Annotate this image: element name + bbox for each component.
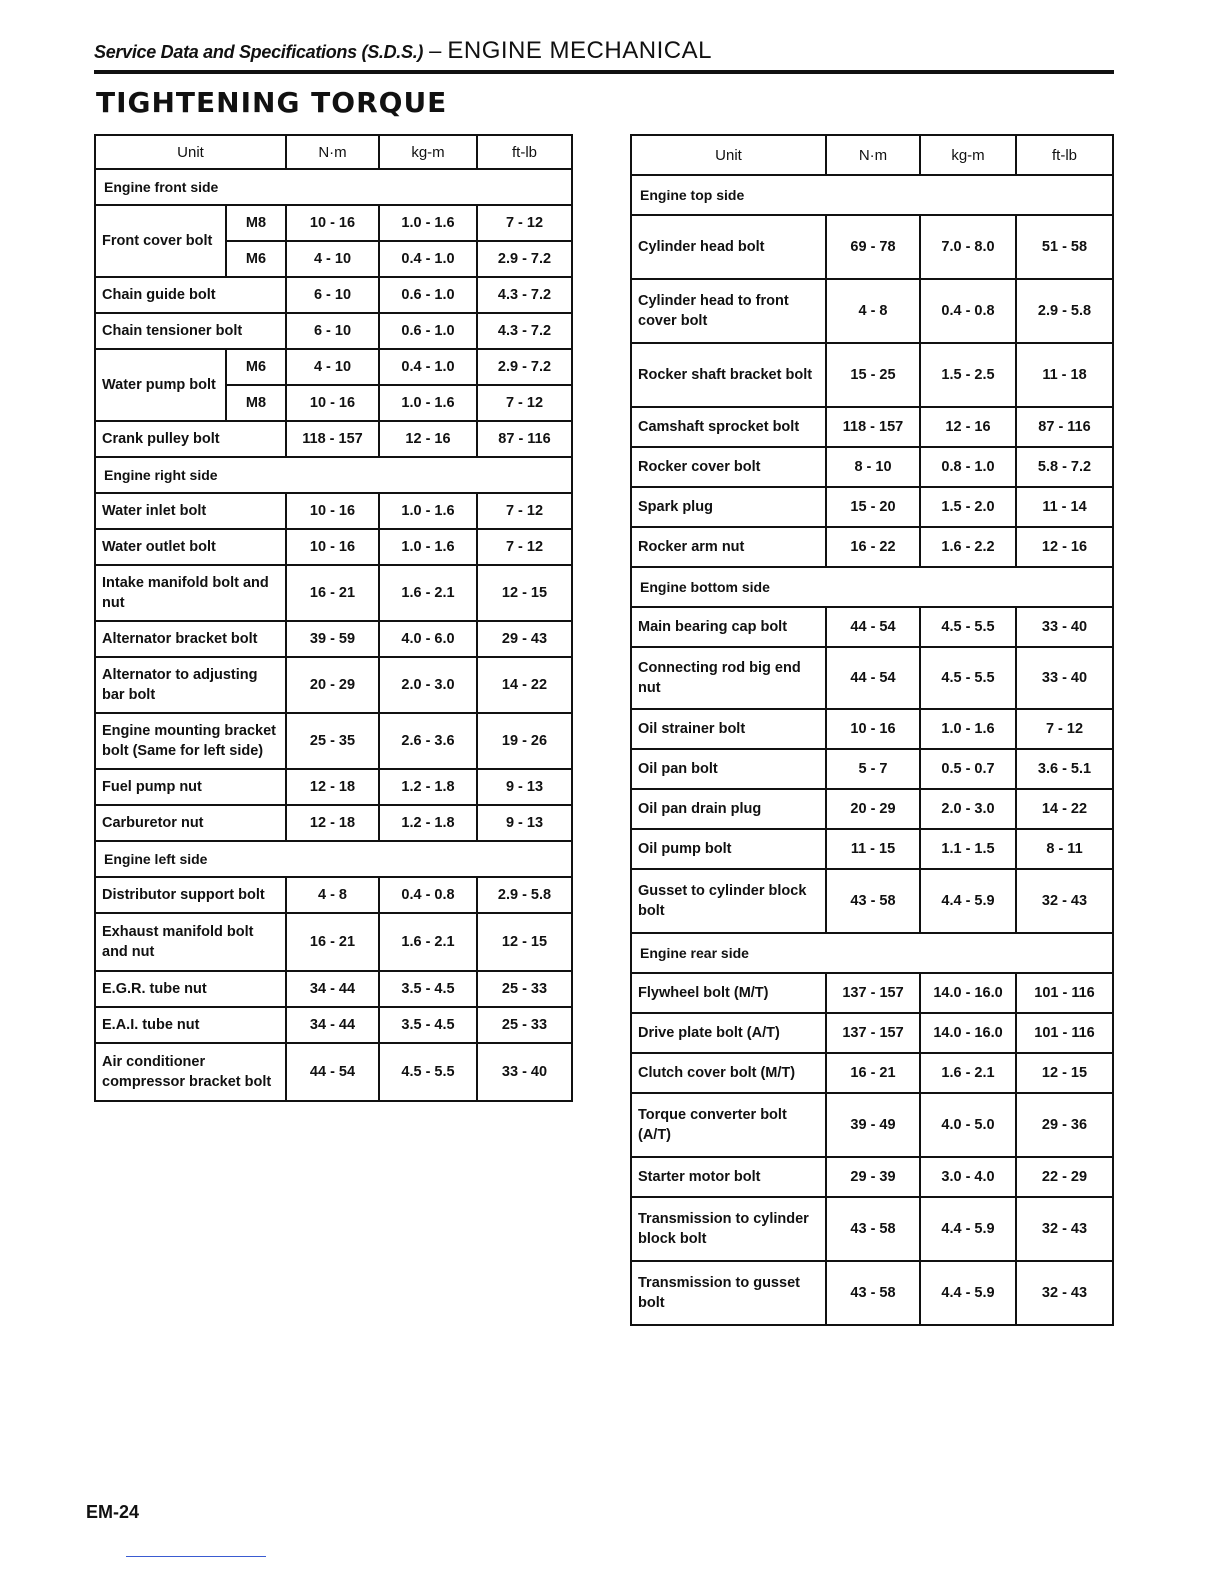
col-ftlb: ft-lb bbox=[1016, 135, 1113, 175]
col-unit: Unit bbox=[631, 135, 826, 175]
col-nm: N·m bbox=[286, 135, 379, 169]
table-row bbox=[95, 1007, 572, 1043]
row-label: Rocker arm nut bbox=[631, 527, 826, 567]
nm-value: 118 - 157 bbox=[826, 407, 920, 447]
nm-value: 11 - 15 bbox=[826, 829, 920, 869]
table-row bbox=[95, 769, 572, 805]
row-label: Carburetor nut bbox=[95, 805, 286, 841]
kgm-value: 1.6 - 2.1 bbox=[379, 913, 477, 971]
ftlb-value: 14 - 22 bbox=[1016, 789, 1113, 829]
section-engine-right-side: Engine right side bbox=[95, 457, 572, 493]
table-row bbox=[631, 1157, 1113, 1197]
nm-value: 25 - 35 bbox=[286, 713, 379, 769]
nm-value: 10 - 16 bbox=[826, 709, 920, 749]
row-label: Rocker cover bolt bbox=[631, 447, 826, 487]
kgm-value: 1.2 - 1.8 bbox=[379, 769, 477, 805]
table-row bbox=[631, 973, 1113, 1013]
kgm-value: 3.5 - 4.5 bbox=[379, 971, 477, 1007]
ftlb-value: 87 - 116 bbox=[477, 421, 572, 457]
table-row bbox=[631, 647, 1113, 709]
nm-value: 44 - 54 bbox=[826, 647, 920, 709]
footer-line bbox=[126, 1556, 266, 1557]
nm-value: 44 - 54 bbox=[826, 607, 920, 647]
col-ftlb: ft-lb bbox=[477, 135, 572, 169]
nm-value: 16 - 21 bbox=[286, 913, 379, 971]
row-label: E.G.R. tube nut bbox=[95, 971, 286, 1007]
ftlb-value: 3.6 - 5.1 bbox=[1016, 749, 1113, 789]
row-label: Front cover bolt bbox=[95, 205, 226, 277]
table-header-row bbox=[631, 135, 1113, 175]
table-row bbox=[95, 971, 572, 1007]
row-label: Spark plug bbox=[631, 487, 826, 527]
table-row bbox=[95, 621, 572, 657]
section-engine-bottom-side: Engine bottom side bbox=[631, 567, 1113, 607]
section-engine-front-side: Engine front side bbox=[95, 169, 572, 205]
row-label: Crank pulley bolt bbox=[95, 421, 286, 457]
row-label: Oil strainer bolt bbox=[631, 709, 826, 749]
nm-value: 137 - 157 bbox=[826, 1013, 920, 1053]
col-kgm: kg-m bbox=[920, 135, 1016, 175]
row-label: Chain tensioner bolt bbox=[95, 313, 286, 349]
nm-value: 10 - 16 bbox=[286, 529, 379, 565]
running-header bbox=[94, 36, 1114, 67]
ftlb-value: 19 - 26 bbox=[477, 713, 572, 769]
table-row bbox=[631, 1093, 1113, 1157]
row-label: Water inlet bolt bbox=[95, 493, 286, 529]
kgm-value: 12 - 16 bbox=[379, 421, 477, 457]
header-dash: – bbox=[429, 38, 442, 63]
ftlb-value: 87 - 116 bbox=[1016, 407, 1113, 447]
row-label: Chain guide bolt bbox=[95, 277, 286, 313]
ftlb-value: 33 - 40 bbox=[1016, 647, 1113, 709]
table-row bbox=[631, 1261, 1113, 1325]
row-label: Cylinder head bolt bbox=[631, 215, 826, 279]
nm-value: 6 - 10 bbox=[286, 277, 379, 313]
kgm-value: 1.6 - 2.2 bbox=[920, 527, 1016, 567]
table-header-row bbox=[95, 135, 572, 169]
ftlb-value: 7 - 12 bbox=[477, 529, 572, 565]
kgm-value: 12 - 16 bbox=[920, 407, 1016, 447]
nm-value: 5 - 7 bbox=[826, 749, 920, 789]
kgm-value: 4.5 - 5.5 bbox=[920, 647, 1016, 709]
table-row bbox=[631, 215, 1113, 279]
nm-value: 39 - 49 bbox=[826, 1093, 920, 1157]
row-label: Exhaust manifold bolt and nut bbox=[95, 913, 286, 971]
ftlb-value: 29 - 36 bbox=[1016, 1093, 1113, 1157]
nm-value: 16 - 21 bbox=[286, 565, 379, 621]
ftlb-value: 12 - 15 bbox=[1016, 1053, 1113, 1093]
kgm-value: 1.5 - 2.5 bbox=[920, 343, 1016, 407]
nm-value: 34 - 44 bbox=[286, 971, 379, 1007]
ftlb-value: 11 - 14 bbox=[1016, 487, 1113, 527]
kgm-value: 4.0 - 6.0 bbox=[379, 621, 477, 657]
kgm-value: 0.4 - 0.8 bbox=[379, 877, 477, 913]
row-label: Transmission to cylinder block bolt bbox=[631, 1197, 826, 1261]
ftlb-value: 22 - 29 bbox=[1016, 1157, 1113, 1197]
col-nm: N·m bbox=[826, 135, 920, 175]
table-row bbox=[95, 713, 572, 769]
table-row bbox=[631, 607, 1113, 647]
table-row bbox=[95, 313, 572, 349]
row-label: Cylinder head to front cover bolt bbox=[631, 279, 826, 343]
table-row bbox=[631, 1197, 1113, 1261]
nm-value: 6 - 10 bbox=[286, 313, 379, 349]
nm-value: 43 - 58 bbox=[826, 1197, 920, 1261]
nm-value: 10 - 16 bbox=[286, 493, 379, 529]
ftlb-value: 7 - 12 bbox=[477, 493, 572, 529]
nm-value: 12 - 18 bbox=[286, 769, 379, 805]
row-label: Distributor support bolt bbox=[95, 877, 286, 913]
size-label: M6 bbox=[226, 349, 286, 385]
kgm-value: 0.6 - 1.0 bbox=[379, 277, 477, 313]
row-label: Rocker shaft bracket bolt bbox=[631, 343, 826, 407]
ftlb-value: 2.9 - 7.2 bbox=[477, 349, 572, 385]
ftlb-value: 9 - 13 bbox=[477, 769, 572, 805]
table-row bbox=[631, 1013, 1113, 1053]
row-label: Oil pump bolt bbox=[631, 829, 826, 869]
row-label: Transmission to gusset bolt bbox=[631, 1261, 826, 1325]
section-title: ENGINE MECHANICAL bbox=[447, 37, 712, 64]
section-engine-top-side: Engine top side bbox=[631, 175, 1113, 215]
kgm-value: 4.4 - 5.9 bbox=[920, 1197, 1016, 1261]
ftlb-value: 4.3 - 7.2 bbox=[477, 313, 572, 349]
nm-value: 20 - 29 bbox=[286, 657, 379, 713]
kgm-value: 2.0 - 3.0 bbox=[920, 789, 1016, 829]
nm-value: 15 - 25 bbox=[826, 343, 920, 407]
kgm-value: 1.0 - 1.6 bbox=[379, 529, 477, 565]
ftlb-value: 2.9 - 7.2 bbox=[477, 241, 572, 277]
ftlb-value: 12 - 15 bbox=[477, 565, 572, 621]
nm-value: 44 - 54 bbox=[286, 1043, 379, 1101]
kgm-value: 0.4 - 1.0 bbox=[379, 349, 477, 385]
row-label: Gusset to cylinder block bolt bbox=[631, 869, 826, 933]
ftlb-value: 12 - 16 bbox=[1016, 527, 1113, 567]
row-label: Camshaft sprocket bolt bbox=[631, 407, 826, 447]
table-row bbox=[631, 749, 1113, 789]
table-row bbox=[631, 1053, 1113, 1093]
kgm-value: 14.0 - 16.0 bbox=[920, 973, 1016, 1013]
page-title: TIGHTENING TORQUE bbox=[96, 86, 448, 119]
nm-value: 69 - 78 bbox=[826, 215, 920, 279]
ftlb-value: 32 - 43 bbox=[1016, 869, 1113, 933]
row-label: Torque converter bolt (A/T) bbox=[631, 1093, 826, 1157]
ftlb-value: 25 - 33 bbox=[477, 971, 572, 1007]
ftlb-value: 2.9 - 5.8 bbox=[477, 877, 572, 913]
ftlb-value: 32 - 43 bbox=[1016, 1261, 1113, 1325]
nm-value: 34 - 44 bbox=[286, 1007, 379, 1043]
kgm-value: 2.6 - 3.6 bbox=[379, 713, 477, 769]
kgm-value: 4.5 - 5.5 bbox=[379, 1043, 477, 1101]
nm-value: 12 - 18 bbox=[286, 805, 379, 841]
row-label: Alternator bracket bolt bbox=[95, 621, 286, 657]
kgm-value: 0.6 - 1.0 bbox=[379, 313, 477, 349]
nm-value: 4 - 8 bbox=[286, 877, 379, 913]
nm-value: 137 - 157 bbox=[826, 973, 920, 1013]
nm-value: 16 - 21 bbox=[826, 1053, 920, 1093]
row-label: Water outlet bolt bbox=[95, 529, 286, 565]
table-row bbox=[95, 805, 572, 841]
size-label: M6 bbox=[226, 241, 286, 277]
ftlb-value: 2.9 - 5.8 bbox=[1016, 279, 1113, 343]
table-row bbox=[631, 527, 1113, 567]
nm-value: 4 - 10 bbox=[286, 241, 379, 277]
kgm-value: 1.6 - 2.1 bbox=[920, 1053, 1016, 1093]
row-label: Oil pan bolt bbox=[631, 749, 826, 789]
kgm-value: 1.1 - 1.5 bbox=[920, 829, 1016, 869]
row-label: Water pump bolt bbox=[95, 349, 226, 421]
size-label: M8 bbox=[226, 385, 286, 421]
row-label: E.A.I. tube nut bbox=[95, 1007, 286, 1043]
kgm-value: 1.0 - 1.6 bbox=[920, 709, 1016, 749]
row-label: Alternator to adjusting bar bolt bbox=[95, 657, 286, 713]
row-label: Connecting rod big end nut bbox=[631, 647, 826, 709]
kgm-value: 4.5 - 5.5 bbox=[920, 607, 1016, 647]
row-label: Flywheel bolt (M/T) bbox=[631, 973, 826, 1013]
col-kgm: kg-m bbox=[379, 135, 477, 169]
kgm-value: 0.4 - 0.8 bbox=[920, 279, 1016, 343]
table-row bbox=[631, 487, 1113, 527]
ftlb-value: 5.8 - 7.2 bbox=[1016, 447, 1113, 487]
row-label: Air conditioner compressor bracket bolt bbox=[95, 1043, 286, 1101]
ftlb-value: 51 - 58 bbox=[1016, 215, 1113, 279]
row-label: Clutch cover bolt (M/T) bbox=[631, 1053, 826, 1093]
ftlb-value: 12 - 15 bbox=[477, 913, 572, 971]
row-label: Oil pan drain plug bbox=[631, 789, 826, 829]
kgm-value: 4.4 - 5.9 bbox=[920, 869, 1016, 933]
kgm-value: 4.0 - 5.0 bbox=[920, 1093, 1016, 1157]
nm-value: 4 - 10 bbox=[286, 349, 379, 385]
nm-value: 8 - 10 bbox=[826, 447, 920, 487]
ftlb-value: 25 - 33 bbox=[477, 1007, 572, 1043]
section-engine-rear-side: Engine rear side bbox=[631, 933, 1113, 973]
ftlb-value: 9 - 13 bbox=[477, 805, 572, 841]
table-row bbox=[95, 657, 572, 713]
kgm-value: 7.0 - 8.0 bbox=[920, 215, 1016, 279]
page-number: EM-24 bbox=[86, 1502, 140, 1522]
nm-value: 118 - 157 bbox=[286, 421, 379, 457]
nm-value: 43 - 58 bbox=[826, 869, 920, 933]
row-label: Engine mounting bracket bolt (Same for left side) bbox=[95, 713, 286, 769]
table-row bbox=[631, 279, 1113, 343]
table-row bbox=[631, 829, 1113, 869]
section-engine-left-side: Engine left side bbox=[95, 841, 572, 877]
nm-value: 20 - 29 bbox=[826, 789, 920, 829]
nm-value: 43 - 58 bbox=[826, 1261, 920, 1325]
table-row bbox=[631, 343, 1113, 407]
table-row bbox=[95, 277, 572, 313]
table-row bbox=[95, 493, 572, 529]
kgm-value: 1.6 - 2.1 bbox=[379, 565, 477, 621]
table-row bbox=[95, 913, 572, 971]
ftlb-value: 29 - 43 bbox=[477, 621, 572, 657]
nm-value: 39 - 59 bbox=[286, 621, 379, 657]
size-label: M8 bbox=[226, 205, 286, 241]
kgm-value: 3.5 - 4.5 bbox=[379, 1007, 477, 1043]
row-label: Intake manifold bolt and nut bbox=[95, 565, 286, 621]
table-row bbox=[95, 529, 572, 565]
header-rule bbox=[94, 70, 1114, 74]
ftlb-value: 7 - 12 bbox=[477, 205, 572, 241]
kgm-value: 1.5 - 2.0 bbox=[920, 487, 1016, 527]
table-row bbox=[631, 407, 1113, 447]
kgm-value: 3.0 - 4.0 bbox=[920, 1157, 1016, 1197]
kgm-value: 1.0 - 1.6 bbox=[379, 385, 477, 421]
col-unit: Unit bbox=[95, 135, 286, 169]
ftlb-value: 101 - 116 bbox=[1016, 973, 1113, 1013]
doc-title: Service Data and Specifications (S.D.S.) bbox=[94, 42, 424, 62]
table-row bbox=[95, 421, 572, 457]
ftlb-value: 7 - 12 bbox=[1016, 709, 1113, 749]
ftlb-value: 101 - 116 bbox=[1016, 1013, 1113, 1053]
kgm-value: 2.0 - 3.0 bbox=[379, 657, 477, 713]
nm-value: 29 - 39 bbox=[826, 1157, 920, 1197]
row-label: Starter motor bolt bbox=[631, 1157, 826, 1197]
nm-value: 15 - 20 bbox=[826, 487, 920, 527]
nm-value: 10 - 16 bbox=[286, 385, 379, 421]
ftlb-value: 33 - 40 bbox=[1016, 607, 1113, 647]
table-row bbox=[95, 349, 572, 385]
ftlb-value: 11 - 18 bbox=[1016, 343, 1113, 407]
torque-table-right bbox=[630, 134, 1114, 1326]
row-label: Main bearing cap bolt bbox=[631, 607, 826, 647]
kgm-value: 4.4 - 5.9 bbox=[920, 1261, 1016, 1325]
kgm-value: 0.4 - 1.0 bbox=[379, 241, 477, 277]
nm-value: 16 - 22 bbox=[826, 527, 920, 567]
kgm-value: 1.2 - 1.8 bbox=[379, 805, 477, 841]
ftlb-value: 33 - 40 bbox=[477, 1043, 572, 1101]
kgm-value: 1.0 - 1.6 bbox=[379, 493, 477, 529]
kgm-value: 0.5 - 0.7 bbox=[920, 749, 1016, 789]
row-label: Fuel pump nut bbox=[95, 769, 286, 805]
table-row bbox=[631, 709, 1113, 749]
row-label: Drive plate bolt (A/T) bbox=[631, 1013, 826, 1053]
kgm-value: 14.0 - 16.0 bbox=[920, 1013, 1016, 1053]
table-row bbox=[631, 447, 1113, 487]
nm-value: 10 - 16 bbox=[286, 205, 379, 241]
ftlb-value: 8 - 11 bbox=[1016, 829, 1113, 869]
nm-value: 4 - 8 bbox=[826, 279, 920, 343]
table-row bbox=[95, 877, 572, 913]
table-row bbox=[631, 789, 1113, 829]
ftlb-value: 14 - 22 bbox=[477, 657, 572, 713]
ftlb-value: 4.3 - 7.2 bbox=[477, 277, 572, 313]
kgm-value: 0.8 - 1.0 bbox=[920, 447, 1016, 487]
torque-table-left bbox=[94, 134, 573, 1102]
ftlb-value: 7 - 12 bbox=[477, 385, 572, 421]
table-row bbox=[95, 1043, 572, 1101]
table-row bbox=[95, 565, 572, 621]
kgm-value: 1.0 - 1.6 bbox=[379, 205, 477, 241]
table-row bbox=[631, 869, 1113, 933]
table-row bbox=[95, 205, 572, 241]
ftlb-value: 32 - 43 bbox=[1016, 1197, 1113, 1261]
